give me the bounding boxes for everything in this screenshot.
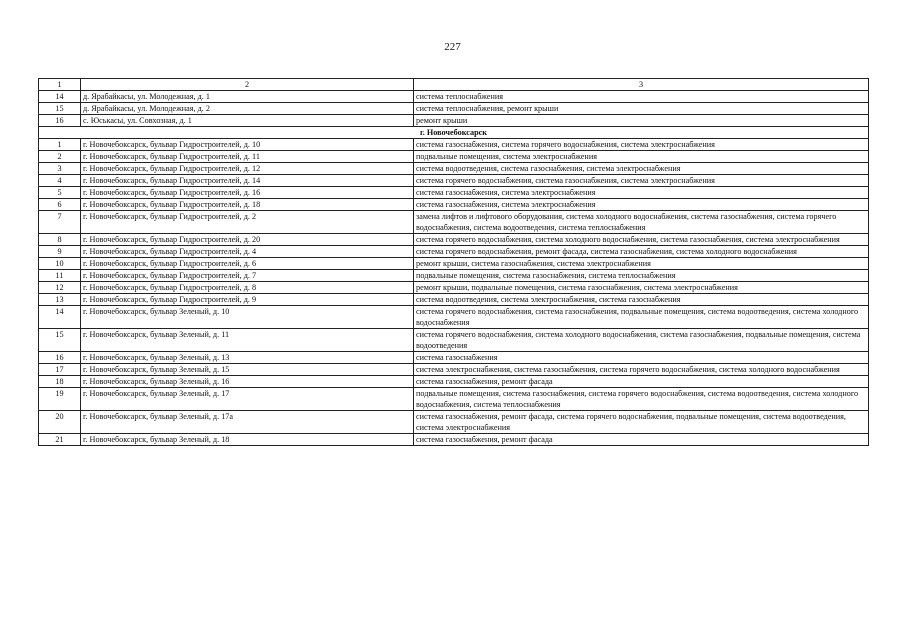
row-address-cell: г. Новочебоксарск, бульвар Гидростроителей, д. 16	[81, 187, 414, 199]
row-address-cell: г. Новочебоксарск, бульвар Гидростроителей, д. 10	[81, 139, 414, 151]
row-works-cell: система теплоснабжения, ремонт крыши	[414, 103, 869, 115]
row-address-cell: г. Новочебоксарск, бульвар Зеленый, д. 13	[81, 352, 414, 364]
section-row	[39, 127, 869, 139]
row-number-cell: 13	[39, 294, 81, 306]
row-number-cell: 14	[39, 306, 81, 329]
row-number-cell: 15	[39, 103, 81, 115]
row-number-cell: 6	[39, 199, 81, 211]
row-works-cell: замена лифтов и лифтового оборудования, система холодного водоснабжения, система газоснабжения, система горячего водоснабжения, система водоотведения, система теплоснабжения	[414, 211, 869, 234]
row-works-cell: система газоснабжения, ремонт фасада, система горячего водоснабжения, подвальные помещения, система водоотведения, система электроснабжения	[414, 411, 869, 434]
row-works-cell: система газоснабжения, система горячего водоснабжения, система электроснабжения	[414, 139, 869, 151]
row-address-cell: г. Новочебоксарск, бульвар Гидростроителей, д. 18	[81, 199, 414, 211]
row-address-cell: г. Новочебоксарск, бульвар Зеленый, д. 17а	[81, 411, 414, 434]
row-address-cell: г. Новочебоксарск, бульвар Зеленый, д. 10	[81, 306, 414, 329]
header-cell-number: 1	[39, 79, 81, 91]
table-row	[39, 199, 869, 211]
row-works-cell: система горячего водоснабжения, система газоснабжения, система электроснабжения	[414, 175, 869, 187]
row-works-cell: система водоотведения, система газоснабжения, система электроснабжения	[414, 163, 869, 175]
row-address-cell: г. Новочебоксарск, бульвар Зеленый, д. 18	[81, 434, 414, 446]
row-number-cell: 4	[39, 175, 81, 187]
row-address-cell: г. Новочебоксарск, бульвар Гидростроителей, д. 8	[81, 282, 414, 294]
row-works-cell: система горячего водоснабжения, система холодного водоснабжения, система газоснабжения, подвальные помещения, система водоотведения	[414, 329, 869, 352]
table-row	[39, 211, 869, 234]
table-row	[39, 282, 869, 294]
table-row	[39, 234, 869, 246]
row-number-cell: 12	[39, 282, 81, 294]
row-number-cell: 19	[39, 388, 81, 411]
row-number-cell: 10	[39, 258, 81, 270]
row-address-cell: г. Новочебоксарск, бульвар Гидростроителей, д. 14	[81, 175, 414, 187]
row-works-cell: система электроснабжения, система газоснабжения, система горячего водоснабжения, система холодного водоснабжения	[414, 364, 869, 376]
row-works-cell: система газоснабжения	[414, 352, 869, 364]
row-number-cell: 16	[39, 115, 81, 127]
row-address-cell: г. Новочебоксарск, бульвар Гидростроителей, д. 12	[81, 163, 414, 175]
row-address-cell: г. Новочебоксарск, бульвар Зеленый, д. 15	[81, 364, 414, 376]
row-works-cell: система горячего водоснабжения, ремонт фасада, система газоснабжения, система холодного водоснабжения	[414, 246, 869, 258]
table-row	[39, 388, 869, 411]
table-row	[39, 329, 869, 352]
table-row	[39, 364, 869, 376]
row-works-cell: подвальные помещения, система электроснабжения	[414, 151, 869, 163]
table-row	[39, 103, 869, 115]
row-number-cell: 21	[39, 434, 81, 446]
row-address-cell: д. Ярабайкасы, ул. Молодежная, д. 2	[81, 103, 414, 115]
row-address-cell: г. Новочебоксарск, бульвар Гидростроителей, д. 11	[81, 151, 414, 163]
row-address-cell: г. Новочебоксарск, бульвар Гидростроителей, д. 20	[81, 234, 414, 246]
row-works-cell: система теплоснабжения	[414, 91, 869, 103]
table-row	[39, 306, 869, 329]
row-works-cell: система газоснабжения, система электроснабжения	[414, 199, 869, 211]
row-number-cell: 8	[39, 234, 81, 246]
row-address-cell: г. Новочебоксарск, бульвар Гидростроителей, д. 6	[81, 258, 414, 270]
header-cell-works: 3	[414, 79, 869, 91]
row-works-cell: система горячего водоснабжения, система холодного водоснабжения, система газоснабжения, система электроснабжения	[414, 234, 869, 246]
row-works-cell: подвальные помещения, система газоснабжения, система теплоснабжения	[414, 270, 869, 282]
table-row	[39, 163, 869, 175]
row-number-cell: 9	[39, 246, 81, 258]
row-number-cell: 16	[39, 352, 81, 364]
table-row	[39, 411, 869, 434]
table-row	[39, 258, 869, 270]
row-address-cell: г. Новочебоксарск, бульвар Гидростроителей, д. 9	[81, 294, 414, 306]
table-row	[39, 139, 869, 151]
row-address-cell: г. Новочебоксарск, бульвар Зеленый, д. 16	[81, 376, 414, 388]
row-works-cell: система газоснабжения, система электроснабжения	[414, 187, 869, 199]
row-works-cell: подвальные помещения, система газоснабжения, система горячего водоснабжения, система водоотведения, система холодного водоснабжения, система теплоснабжения	[414, 388, 869, 411]
row-address-cell: г. Новочебоксарск, бульвар Зеленый, д. 17	[81, 388, 414, 411]
row-address-cell: с. Юськасы, ул. Совхозная, д. 1	[81, 115, 414, 127]
row-address-cell: г. Новочебоксарск, бульвар Гидростроителей, д. 7	[81, 270, 414, 282]
table-body	[39, 79, 869, 446]
table-row	[39, 91, 869, 103]
row-works-cell: ремонт крыши, подвальные помещения, система газоснабжения, система электроснабжения	[414, 282, 869, 294]
row-works-cell: система газоснабжения, ремонт фасада	[414, 434, 869, 446]
row-number-cell: 14	[39, 91, 81, 103]
row-number-cell: 1	[39, 139, 81, 151]
table-row	[39, 294, 869, 306]
header-cell-address: 2	[81, 79, 414, 91]
row-works-cell: система водоотведения, система электроснабжения, система газоснабжения	[414, 294, 869, 306]
row-number-cell: 20	[39, 411, 81, 434]
row-number-cell: 17	[39, 364, 81, 376]
row-number-cell: 2	[39, 151, 81, 163]
works-table	[38, 78, 869, 446]
section-title: г. Новочебоксарск	[39, 127, 869, 139]
row-number-cell: 11	[39, 270, 81, 282]
row-address-cell: г. Новочебоксарск, бульвар Зеленый, д. 11	[81, 329, 414, 352]
table-row	[39, 187, 869, 199]
row-works-cell: система газоснабжения, ремонт фасада	[414, 376, 869, 388]
row-number-cell: 15	[39, 329, 81, 352]
table-row	[39, 151, 869, 163]
row-address-cell: г. Новочебоксарск, бульвар Гидростроителей, д. 2	[81, 211, 414, 234]
page-number: 227	[444, 41, 461, 53]
table-row	[39, 434, 869, 446]
row-address-cell: г. Новочебоксарск, бульвар Гидростроителей, д. 4	[81, 246, 414, 258]
row-works-cell: система горячего водоснабжения, система газоснабжения, подвальные помещения, система водоотведения, система холодного водоснабжения	[414, 306, 869, 329]
table-row	[39, 376, 869, 388]
table-row	[39, 115, 869, 127]
table-row	[39, 352, 869, 364]
row-number-cell: 7	[39, 211, 81, 234]
table-row	[39, 270, 869, 282]
row-number-cell: 18	[39, 376, 81, 388]
row-address-cell: д. Ярабайкасы, ул. Молодежная, д. 1	[81, 91, 414, 103]
row-number-cell: 3	[39, 163, 81, 175]
row-works-cell: ремонт крыши, система газоснабжения, система электроснабжения	[414, 258, 869, 270]
row-number-cell: 5	[39, 187, 81, 199]
table-row	[39, 246, 869, 258]
row-works-cell: ремонт крыши	[414, 115, 869, 127]
table-row	[39, 175, 869, 187]
table-header-row	[39, 79, 869, 91]
